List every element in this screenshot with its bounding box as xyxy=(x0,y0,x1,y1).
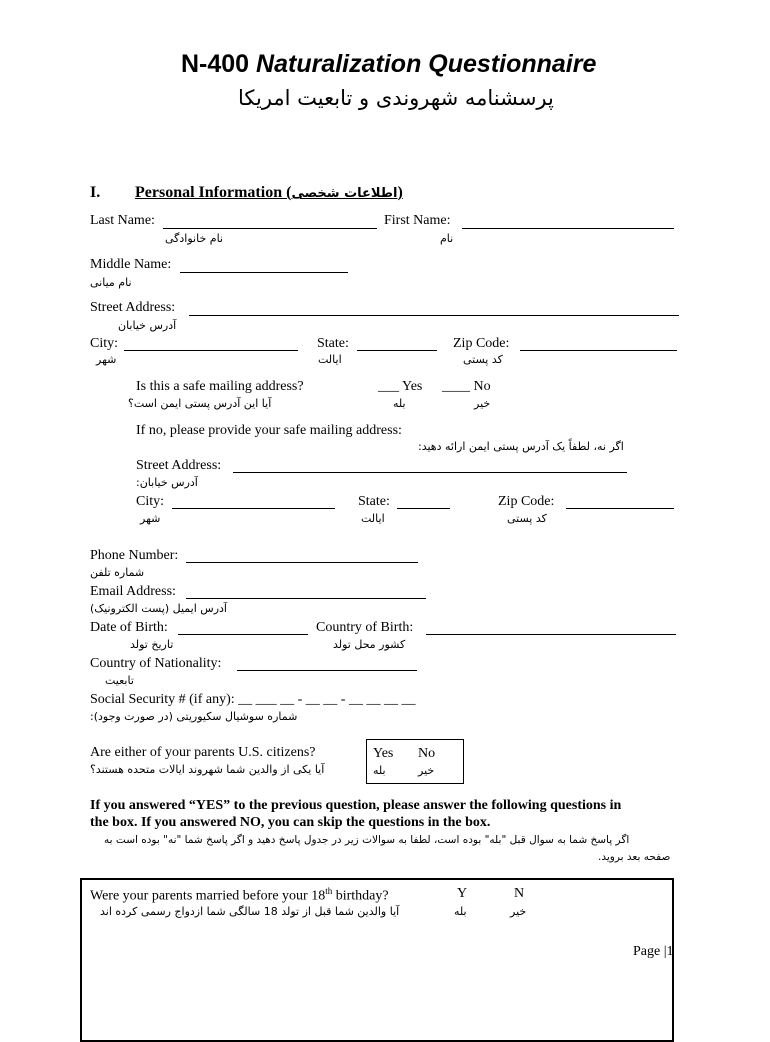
married-question-b: birthday? xyxy=(332,888,389,904)
street-farsi: آدرس خیابان xyxy=(118,319,177,332)
instruction-line-1: If you answered “YES” to the previous question, please answer the following questions in xyxy=(90,798,622,813)
email-field[interactable] xyxy=(186,598,426,599)
safe-street-label: Street Address: xyxy=(136,458,222,473)
state-farsi: ایالت xyxy=(318,353,342,366)
city-field[interactable] xyxy=(124,350,298,351)
safe-zip-label: Zip Code: xyxy=(498,494,555,509)
section-label: Personal Information ( xyxy=(135,184,292,201)
safe-zip-field[interactable] xyxy=(566,508,674,509)
cob-farsi: کشور محل تولد xyxy=(333,638,406,651)
safe-address-question: Is this a safe mailing address? xyxy=(136,379,304,394)
nationality-field[interactable] xyxy=(237,670,417,671)
first-name-label: First Name: xyxy=(384,213,451,228)
section-title xyxy=(135,184,403,202)
parents-no-farsi: خیر xyxy=(418,764,435,777)
safe-city-label: City: xyxy=(136,494,165,509)
last-name-label: Last Name: xyxy=(90,213,155,228)
dob-farsi: تاریخ تولد xyxy=(130,638,174,651)
state-label: State: xyxy=(317,336,349,351)
parents-no[interactable]: No xyxy=(418,746,436,761)
middle-name-farsi: نام میانی xyxy=(90,276,132,289)
form-code: N-400 xyxy=(181,50,250,78)
safe-state-field[interactable] xyxy=(397,508,450,509)
email-label: Email Address: xyxy=(90,584,176,599)
page-number: 1 xyxy=(666,944,674,959)
cob-label: Country of Birth: xyxy=(316,620,414,635)
safe-yes-option[interactable]: ___ Yes xyxy=(378,379,423,394)
ssn-farsi: شماره سوشیال سکیوریتی (در صورت وجود): xyxy=(90,710,298,723)
street-field[interactable] xyxy=(189,315,679,316)
safe-city-farsi: شهر xyxy=(140,512,161,525)
nationality-farsi: تابعیت xyxy=(105,674,134,687)
section-close: ) xyxy=(397,184,403,201)
safe-no-farsi: خیر xyxy=(474,397,491,410)
form-name: Naturalization Questionnaire xyxy=(256,50,597,78)
instruction-line-2: the box. If you answered NO, you can skip the questions in the box. xyxy=(90,815,491,830)
safe-zip-farsi: کد پستی xyxy=(507,512,547,525)
zip-field[interactable] xyxy=(520,350,677,351)
city-label: City: xyxy=(90,336,119,351)
married-no-farsi: خیر xyxy=(510,905,527,918)
page-title xyxy=(181,50,596,79)
married-no[interactable]: N xyxy=(514,886,525,901)
married-question xyxy=(90,886,389,905)
page-label: Page | xyxy=(633,944,667,959)
zip-label: Zip Code: xyxy=(453,336,510,351)
city-farsi: شهر xyxy=(96,353,117,366)
section-number: I. xyxy=(90,184,101,201)
if-no-farsi: اگر نه، لطفاً یک آدرس پستی ایمن ارائه دهید: xyxy=(418,440,624,453)
email-farsi: آدرس ایمیل (پست الکترونیک) xyxy=(90,602,227,615)
safe-street-farsi: آدرس خیابان: xyxy=(136,476,198,489)
nationality-label: Country of Nationality: xyxy=(90,656,222,671)
first-name-field[interactable] xyxy=(462,228,674,229)
section-label-farsi: اطلاعات شخصی xyxy=(291,186,398,201)
safe-no-option[interactable]: ____ No xyxy=(442,379,491,394)
cob-field[interactable] xyxy=(426,634,676,635)
married-question-farsi: آیا والدین شما قبل از تولد 18 سالگی شما ازدواج رسمی کرده اند xyxy=(100,905,400,918)
middle-name-label: Middle Name: xyxy=(90,257,172,272)
safe-state-label: State: xyxy=(358,494,390,509)
last-name-farsi: نام خانوادگی xyxy=(165,232,223,245)
dob-label: Date of Birth: xyxy=(90,620,168,635)
dob-field[interactable] xyxy=(178,634,308,635)
phone-label: Phone Number: xyxy=(90,548,179,563)
first-name-farsi: نام xyxy=(440,232,454,245)
safe-state-farsi: ایالت xyxy=(361,512,385,525)
safe-city-field[interactable] xyxy=(172,508,335,509)
middle-name-field[interactable] xyxy=(180,272,348,273)
married-question-a: Were your parents married before your 18 xyxy=(90,888,326,904)
married-question-sup: th xyxy=(325,886,333,896)
safe-street-field[interactable] xyxy=(233,472,627,473)
instruction-farsi-2: صفحه بعد بروید. xyxy=(598,851,671,863)
parents-citizen-farsi: آیا یکی از والدین شما شهروند ایالات متحده هستند؟ xyxy=(90,763,325,776)
married-yes[interactable]: Y xyxy=(457,886,468,901)
page-footer xyxy=(633,944,674,960)
parents-citizen-question: Are either of your parents U.S. citizens? xyxy=(90,745,316,760)
page-title-farsi: پرسشنامه شهروندی و تابعیت امریکا xyxy=(238,86,554,110)
safe-address-farsi: آیا این آدرس پستی ایمن است؟ xyxy=(128,397,272,410)
parents-yes-farsi: بله xyxy=(373,764,386,777)
phone-field[interactable] xyxy=(186,562,418,563)
if-no-instruction: If no, please provide your safe mailing address: xyxy=(136,423,402,438)
married-yes-farsi: بله xyxy=(454,905,467,918)
instruction-farsi-1: اگر پاسخ شما به سوال قبل "بله" بوده است، لطفا به سوالات زیر در جدول پاسخ دهید و اگر پاسخ شما "نه" بوده است به xyxy=(104,834,630,846)
safe-yes-farsi: بله xyxy=(393,397,406,410)
parents-yes[interactable]: Yes xyxy=(373,746,394,761)
ssn-label[interactable]: Social Security # (if any): __ ___ __ - __ __ - __ __ __ __ xyxy=(90,692,416,707)
street-label: Street Address: xyxy=(90,300,176,315)
zip-farsi: کد پستی xyxy=(463,353,503,366)
phone-farsi: شماره تلفن xyxy=(90,566,145,579)
state-field[interactable] xyxy=(357,350,437,351)
last-name-field[interactable] xyxy=(163,228,377,229)
